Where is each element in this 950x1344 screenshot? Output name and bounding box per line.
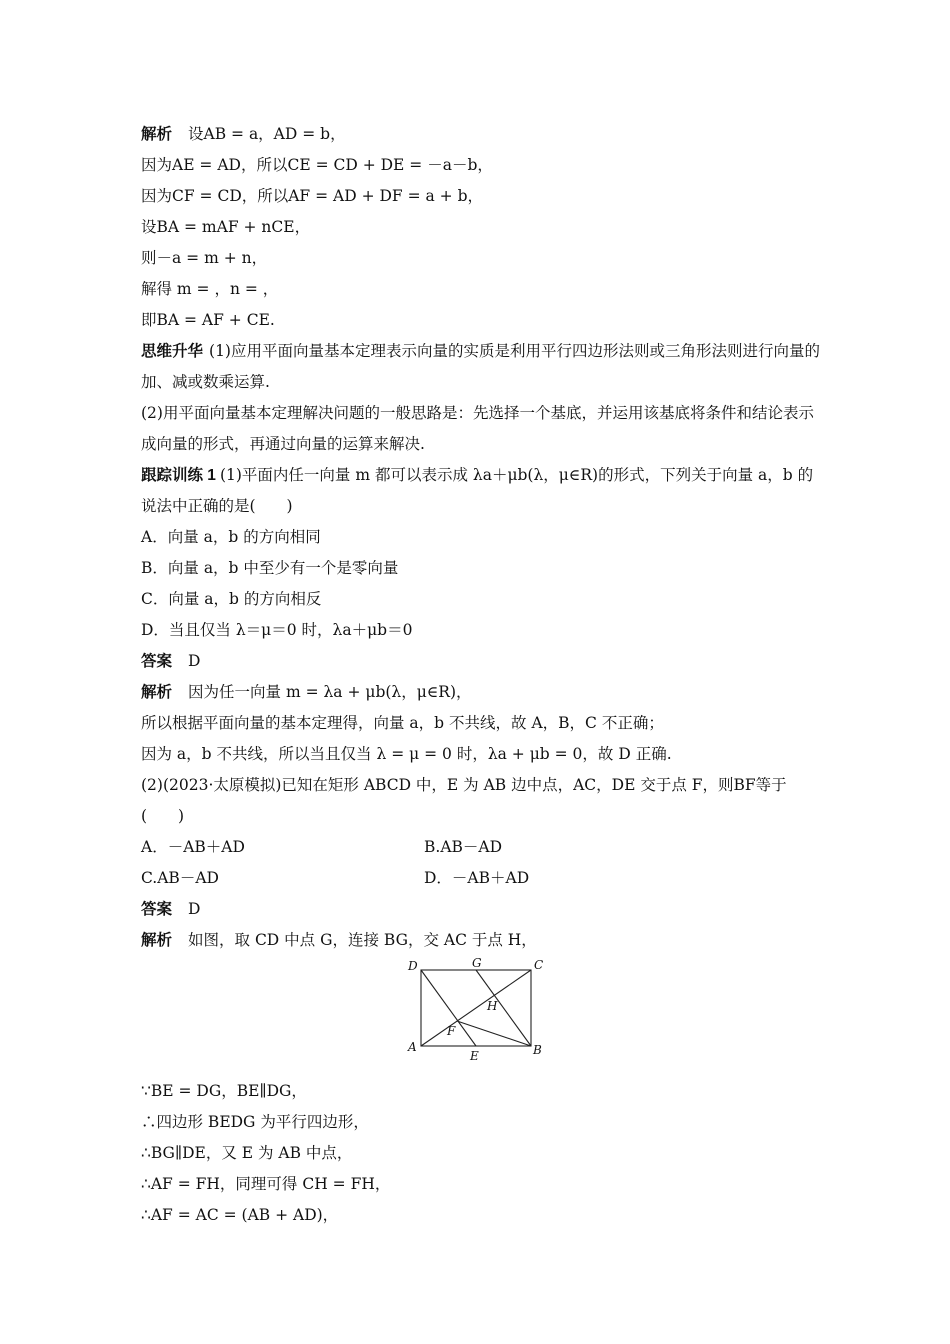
rectangle-figure (141, 958, 821, 1074)
answer-value-2: D (188, 900, 201, 918)
answer-tag-2: 答案 (141, 901, 173, 918)
practice-question-text: (1)平面内任一向量 m 都可以表示成 λa＋μb(λ，μ∈R)的形式，下列关于向量 a，b 的说法中正确的是( ) (141, 466, 814, 515)
label-c: C (534, 958, 544, 972)
option-c: C．向量 a，b 的方向相反 (141, 590, 322, 608)
summary-paragraph-2: (2)用平面向量基本定理解决问题的一般思路是：先选择一个基底，并运用该基底将条件和结论表示成向量的形式，再通过向量的运算来解决. (141, 404, 814, 453)
analysis-line-2: 因为AE = AD，所以CE = CD + DE = －a－b， (141, 156, 493, 174)
proof-line-3: ∴BG∥DE，又 E 为 AB 中点， (141, 1144, 353, 1162)
label-d: D (408, 959, 418, 973)
summary-text-1: (1)应用平面向量基本定理表示向量的实质是利用平行四边形法则或三角形法则进行向量的加、减或数乘运算. (141, 342, 820, 391)
label-a: A (408, 1040, 417, 1054)
option2-b: B.AB－AD (424, 838, 503, 856)
answer-tag: 答案 (141, 653, 173, 670)
diagonal-ac (421, 970, 531, 1046)
analysis2-text-1: 因为任一向量 m = λa + μb(λ，μ∈R)， (188, 683, 472, 701)
analysis2-line-3: 因为 a，b 不共线，所以当且仅当 λ = μ = 0 时，λa + μb = 0，故 D 正确. (141, 745, 672, 763)
analysis3-line-1 (141, 925, 821, 956)
options-row-2 (141, 863, 821, 894)
option2-c: C.AB－AD (141, 869, 219, 887)
analysis-line-1 (141, 119, 821, 150)
analysis-tag: 解析 (141, 126, 173, 143)
proof-line-2: ∴四边形 BEDG 为平行四边形， (141, 1113, 369, 1131)
option-b: B．向量 a，b 中至少有一个是零向量 (141, 559, 399, 577)
analysis-text: 设AB = a，AD = b， (188, 125, 346, 143)
analysis-line-5: 则－a = m + n， (141, 249, 268, 267)
options-row-1 (141, 832, 821, 863)
option2-a: A．－AB＋AD (141, 838, 245, 856)
label-e: E (470, 1049, 479, 1063)
proof-line-5: ∴AF = AC = (AB + AD)， (141, 1206, 339, 1224)
option-d: D．当且仅当 λ＝μ＝0 时，λa＋μb＝0 (141, 621, 413, 639)
analysis3-text: 如图，取 CD 中点 G，连接 BG，交 AC 于点 H， (188, 931, 537, 949)
analysis-line-4: 设BA = mAF + nCE， (141, 218, 311, 236)
option-a: A．向量 a，b 的方向相同 (141, 528, 321, 546)
document-page (141, 119, 821, 1231)
analysis-line-3: 因为CF = CD，所以AF = AD + DF = a + b， (141, 187, 484, 205)
practice-question-1 (141, 460, 821, 522)
analysis2-line-2: 所以根据平面向量的基本定理得，向量 a，b 不共线，故 A，B，C 不正确； (141, 714, 664, 732)
analysis2-line-1 (141, 677, 821, 708)
label-g: G (472, 958, 482, 970)
answer-line-2 (141, 894, 821, 925)
summary-paragraph-1 (141, 336, 821, 398)
segment-gb (476, 970, 531, 1046)
answer-line-1 (141, 646, 821, 677)
option2-d: D．－AB＋AD (424, 869, 530, 887)
analysis-tag-3: 解析 (141, 932, 173, 949)
practice-question-2: (2)(2023·太原模拟)已知在矩形 ABCD 中，E 为 AB 边中点，AC，DE 交于点 F，则BF等于( ) (141, 776, 787, 825)
label-b: B (533, 1043, 542, 1057)
segment-fb (457, 1021, 531, 1046)
label-f: F (447, 1024, 456, 1038)
summary-tag: 思维升华 (141, 343, 204, 360)
analysis-line-6: 解得 m = ，n = ， (141, 280, 279, 298)
practice-tag: 跟踪训练 1 (141, 467, 216, 484)
answer-value: D (188, 652, 201, 670)
proof-line-4: ∴AF = FH，同理可得 CH = FH， (141, 1175, 391, 1193)
label-h: H (487, 999, 498, 1013)
analysis-line-7: 即BA = AF + CE. (141, 311, 275, 329)
analysis-tag-2: 解析 (141, 684, 173, 701)
rectangle-diagram (405, 958, 555, 1074)
proof-line-1: ∵BE = DG，BE∥DG， (141, 1082, 307, 1100)
